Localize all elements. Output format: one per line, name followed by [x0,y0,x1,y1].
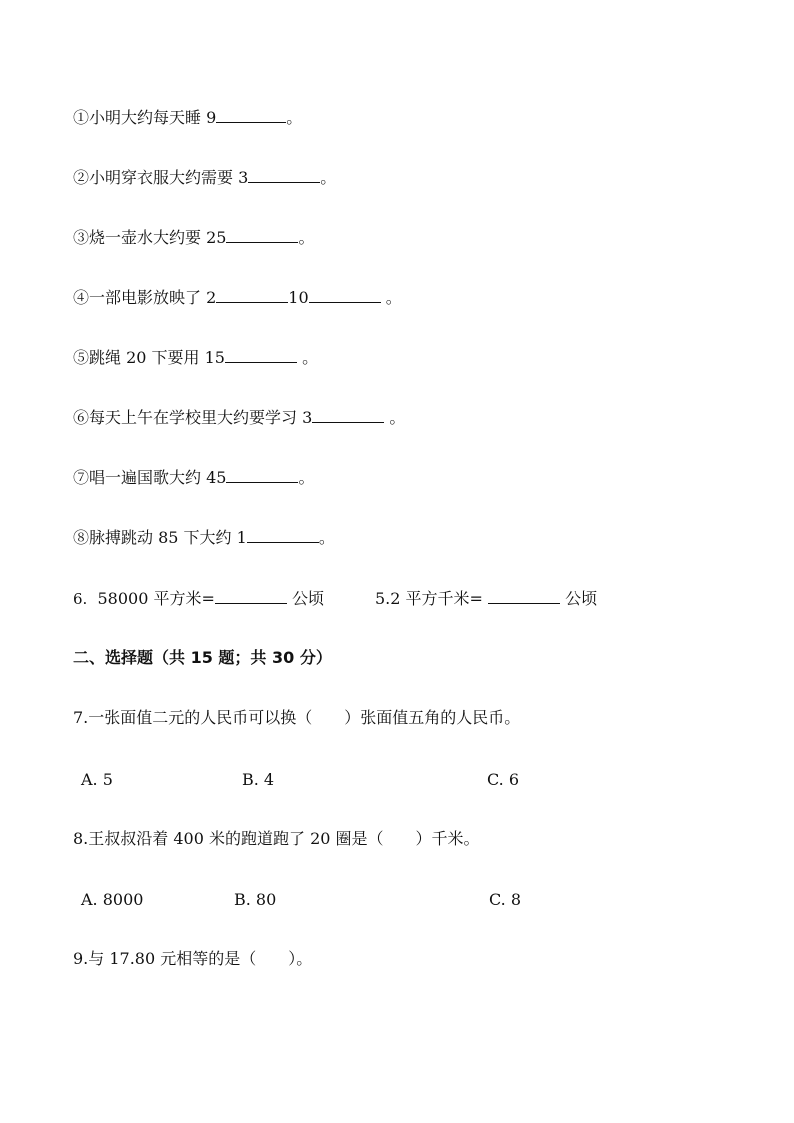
fill-item-7-end: 。 [298,468,315,487]
question-6-second [375,587,597,610]
fill-item-4-end: 。 [385,288,402,307]
fill-item-4 [73,286,402,309]
fill-item-8 [73,526,335,549]
question-7: 7.一张面值二元的人民币可以换（ ）张面值五角的人民币。 [73,708,521,727]
section-heading: 二、选择题（共 15 题；共 30 分） [73,648,332,667]
question-6 [73,587,324,610]
answer-blank[interactable] [312,406,384,423]
fill-item-8-end: 。 [318,528,335,547]
fill-item-1 [73,106,302,129]
fill-item-6 [73,406,405,429]
fill-item-7 [73,466,314,489]
option-a[interactable]: A. 5 [81,770,113,789]
fill-item-2 [73,166,336,189]
answer-blank[interactable] [226,466,298,483]
question-6-part2: 5.2 平方千米= [375,589,483,608]
option-c[interactable]: C. 6 [487,770,520,789]
fill-item-2-text: ②小明穿衣服大约需要 3 [73,168,249,187]
answer-blank[interactable] [215,587,287,604]
fill-item-1-end: 。 [286,108,303,127]
question-number: 6. [73,590,88,608]
answer-blank[interactable] [247,526,319,543]
answer-blank[interactable] [225,346,297,363]
question-6-part1: 58000 平方米= [97,589,215,608]
fill-item-5-end: 。 [302,348,319,367]
fill-item-3 [73,226,314,249]
question-9: 9.与 17.80 元相等的是（ ）。 [73,949,313,968]
fill-item-6-end: 。 [389,408,406,427]
unit-label: 公顷 [291,589,324,608]
fill-item-5 [73,346,318,369]
fill-item-2-end: 。 [320,168,337,187]
unit-label: 公顷 [565,589,598,608]
option-b[interactable]: B. 80 [234,890,277,909]
fill-item-3-text: ③烧一壶水大约要 25 [73,228,227,247]
answer-blank[interactable] [216,286,288,303]
answer-blank[interactable] [488,587,560,604]
answer-blank[interactable] [248,166,320,183]
answer-blank[interactable] [226,226,298,243]
option-b[interactable]: B. 4 [242,770,275,789]
question-8: 8.王叔叔沿着 400 米的跑道跑了 20 圈是（ ）千米。 [73,829,480,848]
answer-blank[interactable] [216,106,286,123]
fill-item-4-text: ④一部电影放映了 2 [73,288,217,307]
answer-blank[interactable] [309,286,381,303]
fill-item-8-text: ⑧脉搏跳动 85 下大约 1 [73,528,247,547]
fill-item-5-text: ⑤跳绳 20 下要用 15 [73,348,225,367]
option-c[interactable]: C. 8 [489,890,522,909]
option-a[interactable]: A. 8000 [81,890,144,909]
fill-item-1-text: ①小明大约每天睡 9 [73,108,217,127]
fill-item-7-text: ⑦唱一遍国歌大约 45 [73,468,227,487]
fill-item-4-mid: 10 [288,288,309,307]
fill-item-3-end: 。 [298,228,315,247]
fill-item-6-text: ⑥每天上午在学校里大约要学习 3 [73,408,313,427]
